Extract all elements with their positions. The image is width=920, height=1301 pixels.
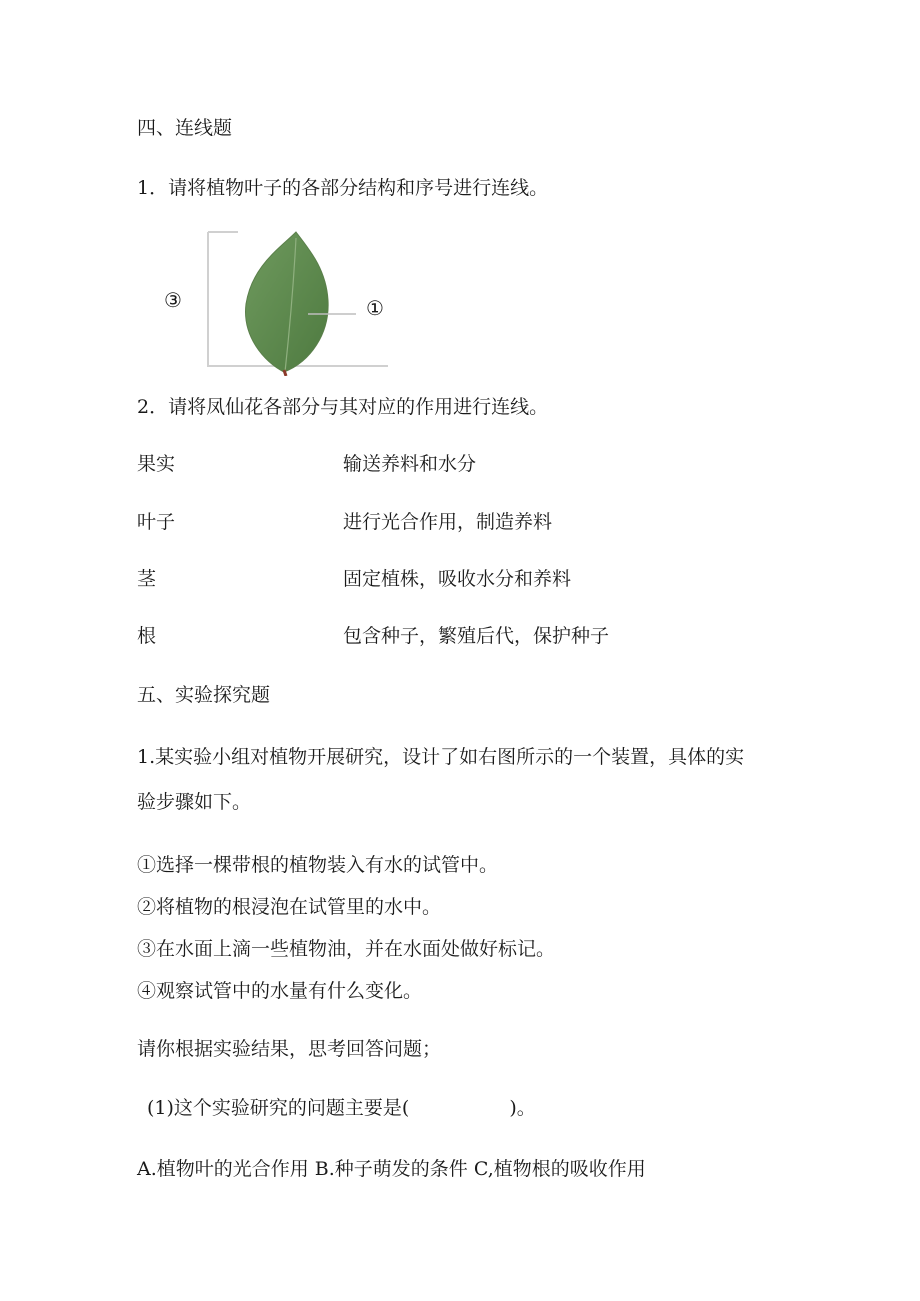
- leaf-diagram: [160, 226, 400, 376]
- experiment-step-4: ④观察试管中的水量有什么变化。: [137, 980, 423, 1002]
- match-part-1: 果实: [137, 453, 176, 475]
- experiment-intro-line-2: 验步骤如下。: [137, 791, 252, 813]
- match-function-2: 进行光合作用，制造养料: [343, 511, 553, 533]
- experiment-intro-line-1: 1.某实验小组对植物开展研究，设计了如右图所示的一个装置，具体的实: [137, 746, 745, 768]
- match-function-1: 输送养料和水分: [343, 453, 477, 475]
- section-heading-experiment: 五、实验探究题: [137, 684, 271, 706]
- subquestion-1-suffix: )。: [509, 1097, 536, 1119]
- match-function-4: 包含种子，繁殖后代，保护种子: [343, 625, 610, 647]
- subquestion-1-prefix: (1)这个实验研究的问题主要是(: [147, 1097, 410, 1119]
- match-part-2: 叶子: [137, 511, 176, 533]
- leaf-label-right: ①: [366, 296, 384, 320]
- subquestion-1-options: A.植物叶的光合作用 B.种子萌发的条件 C,植物根的吸收作用: [137, 1158, 646, 1180]
- experiment-ask: 请你根据实验结果，思考回答问题；: [137, 1038, 442, 1060]
- leaf-label-left: ③: [164, 288, 182, 312]
- experiment-step-2: ②将植物的根浸泡在试管里的水中。: [137, 896, 442, 918]
- section-heading-matching: 四、连线题: [137, 117, 233, 139]
- leaf-petiole: [284, 370, 286, 376]
- match-function-3: 固定植株，吸收水分和养料: [343, 568, 572, 590]
- match-part-4: 根: [137, 625, 157, 647]
- match-part-3: 茎: [137, 568, 157, 590]
- leaf-illustration: [160, 226, 400, 376]
- question-1-prompt: 1．请将植物叶子的各部分结构和序号进行连线。: [137, 177, 549, 199]
- experiment-step-3: ③在水面上滴一些植物油，并在水面处做好标记。: [137, 938, 556, 960]
- experiment-step-1: ①选择一棵带根的植物装入有水的试管中。: [137, 854, 499, 876]
- subquestion-1: [147, 1096, 536, 1120]
- question-2-prompt: 2．请将凤仙花各部分与其对应的作用进行连线。: [137, 396, 549, 418]
